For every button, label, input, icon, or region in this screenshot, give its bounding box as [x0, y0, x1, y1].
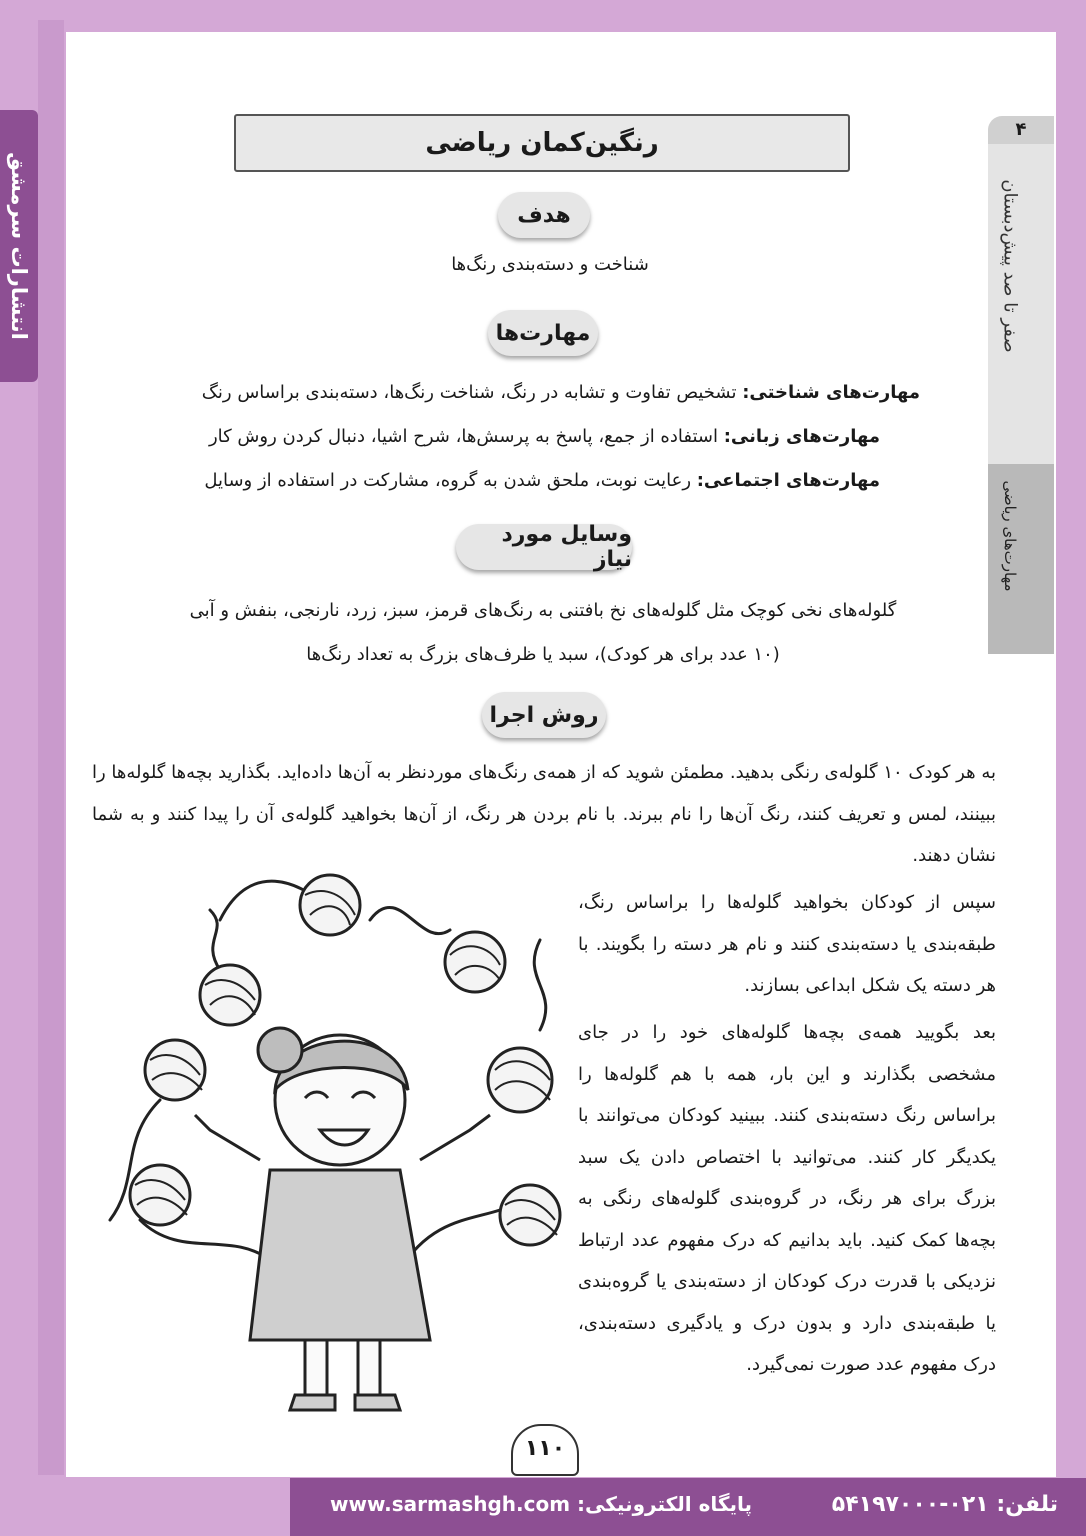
page-title: رنگین‌کمان ریاضی	[234, 114, 850, 172]
side-tab	[988, 116, 1054, 592]
footer-website[interactable]: پایگاه الکترونیکی: www.sarmashgh.com	[330, 1492, 753, 1516]
yarn-ball-2	[445, 932, 505, 992]
method-paragraph-1: به هر کودک ۱۰ گلوله‌ی رنگی بدهید. مطمئن شوید که از همه‌ی رنگ‌های موردنظر به آن‌ها داده‌اید. بگذارید بچه‌ها گلوله‌ها را ببینند، لمس و تعریف کنند، رنگ آن‌ها را نام ببرند. با نام بردن هر رنگ، از آن‌ها بخواهید گلوله‌ی آن را پیدا کنند و به شما نشان دهند.	[92, 762, 996, 866]
method-paragraph-2: سپس از کودکان بخواهید گلوله‌ها را براساس رنگ، طبقه‌بندی یا دسته‌بندی کنند و نام هر دسته را بگویند. با هر دسته یک شکل ابداعی بسازند.	[578, 892, 996, 996]
skill-social: مهارت‌های اجتماعی: رعایت نوبت، ملحق شدن به گروه، مشارکت در استفاده از وسایل	[204, 470, 880, 491]
subject-tab-bg	[988, 464, 1054, 654]
materials-line-2: (۱۰ عدد برای هر کودک)، سبد یا ظرف‌های بزرگ به تعداد رنگ‌ها	[306, 644, 780, 665]
goal-heading: هدف	[498, 192, 590, 238]
materials-heading: وسایل مورد نیاز	[456, 524, 632, 570]
page-number: ۱۱۰	[511, 1424, 579, 1476]
girl-with-yarn-illustration	[100, 840, 570, 1420]
chapter-number: ۴	[988, 116, 1054, 144]
footer-phone: تلفن: ۰۲۱-۵۴۱۹۷۰۰۰	[831, 1492, 1058, 1517]
footer-bar	[290, 1478, 1086, 1536]
skills-heading: مهارت‌ها	[488, 310, 598, 356]
skill-cognitive: مهارت‌های شناختی: تشخیص تفاوت و تشابه در رنگ، شناخت رنگ‌ها، دسته‌بندی براساس رنگ	[201, 382, 920, 403]
skill-language: مهارت‌های زبانی: استفاده از جمع، پاسخ به پرسش‌ها، شرح اشیا، دنبال کردن روش کار	[208, 426, 880, 447]
yarn-ball-1	[300, 875, 360, 935]
series-name: صفر تا صد پیش‌دبستان	[999, 179, 1021, 353]
left-decor-strip	[38, 20, 64, 1475]
yarn-ball-4	[488, 1048, 552, 1112]
publisher-band	[0, 110, 38, 382]
subject-name: مهارت‌های ریاضی	[1001, 480, 1019, 592]
publisher-name: انتشارات سرمشق	[7, 152, 31, 340]
method-paragraph-3: بعد بگویید همه‌ی بچه‌ها گلوله‌های خود را در جای مشخصی بگذارند و این بار، همه با هم گلوله‌ها را براساس رنگ دسته‌بندی کنند. ببینید کودکان می‌توانند با یکدیگر کار کنند. می‌توانید با اختصاص دادن یک سبد بزرگ برای هر رنگ، در گروه‌بندی گلوله‌های رنگی به بچه‌ها کمک کنید. باید بدانیم که درک مفهوم عدد ارتباط نزدیکی با قدرت درک کودکان از دسته‌بندی یا گروه‌بندی یا طبقه‌بندی دارد و بدون درک و یادگیری دسته‌بندی، درک مفهوم عدد صورت نمی‌گیرد.	[578, 1022, 996, 1375]
goal-text: شناخت و دسته‌بندی رنگ‌ها	[451, 254, 649, 275]
materials-line-1: گلوله‌های نخی کوچک مثل گلوله‌های نخ بافتنی به رنگ‌های قرمز، سبز، زرد، نارنجی، بنفش و آبی	[189, 600, 897, 621]
method-heading: روش اجرا	[482, 692, 606, 738]
